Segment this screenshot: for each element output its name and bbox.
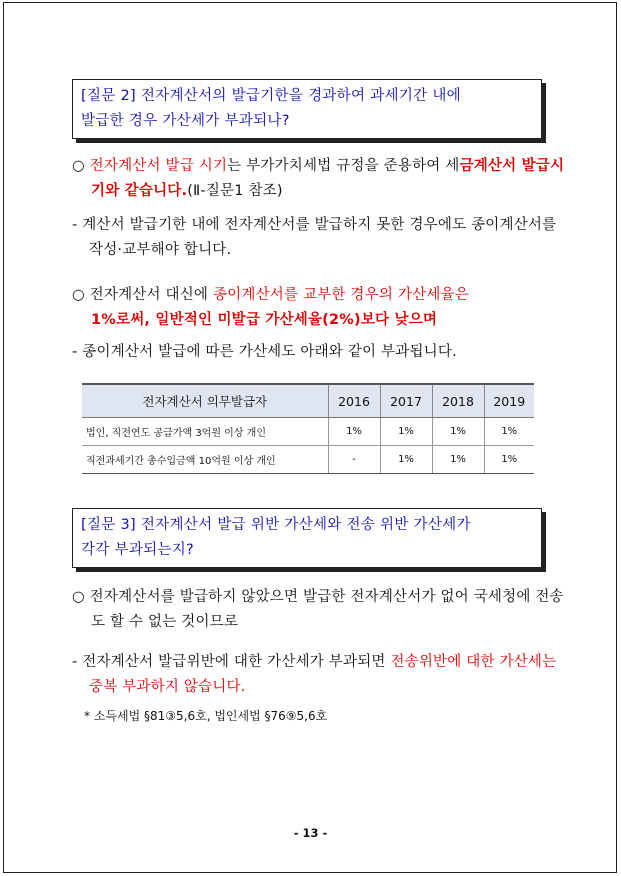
penalty-rate-table <box>82 383 534 474</box>
legal-reference-note: * 소득세법 §81③5,6호, 법인세법 §76⑨5,6호 <box>84 709 328 723</box>
reference-text: (Ⅱ-질문1 참조) <box>187 183 283 199</box>
table-header: 전자계산서 의무발급자 <box>82 384 328 418</box>
question-2-box <box>72 79 542 139</box>
table-cell: 1% <box>328 418 380 446</box>
emphasis-text: 전자계산서 발급 시기 <box>89 158 228 174</box>
paragraph-text: 전자계산서 대신에 <box>89 287 213 303</box>
table-cell: 1% <box>484 418 534 446</box>
question-2-line1: [질문 2] 전자계산서의 발급기한을 경과하여 과세기간 내에 <box>81 88 461 104</box>
answer-paragraph-6 <box>72 650 563 700</box>
table-row <box>82 446 534 474</box>
circle-bullet: ○ <box>72 158 85 174</box>
paragraph-text: 계산서 발급기한 내에 전자계산서를 발급하지 못한 경우에도 종이계산서를 작성·교부해야 합니다. <box>82 217 557 258</box>
table-cell: 1% <box>432 418 484 446</box>
answer-paragraph-3 <box>72 283 565 333</box>
emphasis-text: 금계산서 발급시기와 같습니다. <box>91 158 565 199</box>
answer-paragraph-1 <box>72 154 565 204</box>
page-number: - 13 - <box>293 826 328 840</box>
circle-bullet: ○ <box>72 287 85 303</box>
table-cell: - <box>328 446 380 474</box>
dash-bullet: - <box>72 217 78 233</box>
answer-paragraph-5 <box>72 585 565 635</box>
circle-bullet: ○ <box>72 589 85 605</box>
table-cell: 직전과세기간 총수입금액 10억원 이상 개인 <box>82 446 328 474</box>
table-cell: 1% <box>484 446 534 474</box>
table-cell: 1% <box>380 446 432 474</box>
paragraph-text: 전자계산서를 발급하지 않았으면 발급한 전자계산서가 없어 국세청에 전송도 할 수 없는 것이므로 <box>89 589 564 630</box>
answer-paragraph-2 <box>72 213 563 263</box>
question-2-line2: 발급한 경우 가산세가 부과되나? <box>81 113 290 129</box>
emphasis-text: 전송위반에 대한 가산세는 중복 부과하지 않습니다. <box>89 654 557 695</box>
paragraph-text: 전자계산서 발급위반에 대한 가산세가 부과되면 <box>82 654 391 670</box>
table-header: 2018 <box>432 384 484 418</box>
question-3-line1: [질문 3] 전자계산서 발급 위반 가산세와 전송 위반 가산세가 <box>81 517 471 533</box>
question-3-line2: 각각 부과되는지? <box>81 542 195 558</box>
emphasis-text: 종이계산서를 교부한 경우의 가산세율은 <box>212 287 469 303</box>
table-cell: 1% <box>432 446 484 474</box>
table-row <box>82 418 534 446</box>
paragraph-text: 종이계산서 발급에 따른 가산세도 아래와 같이 부과됩니다. <box>82 344 457 360</box>
table-header: 2016 <box>328 384 380 418</box>
table-header: 2017 <box>380 384 432 418</box>
question-3-box <box>72 508 542 568</box>
table-cell: 법인, 직전연도 공급가액 3억원 이상 개인 <box>82 418 328 446</box>
emphasis-text: 1%로써, 일반적인 미발급 가산세율(2%)보다 낮으며 <box>91 312 438 328</box>
table-cell: 1% <box>380 418 432 446</box>
paragraph-text: 는 부가가치세법 규정을 준용하여 세 <box>227 158 460 174</box>
dash-bullet: - <box>72 654 78 670</box>
answer-paragraph-4 <box>72 340 563 365</box>
table-header: 2019 <box>484 384 534 418</box>
dash-bullet: - <box>72 344 78 360</box>
table-header-row <box>82 384 534 418</box>
